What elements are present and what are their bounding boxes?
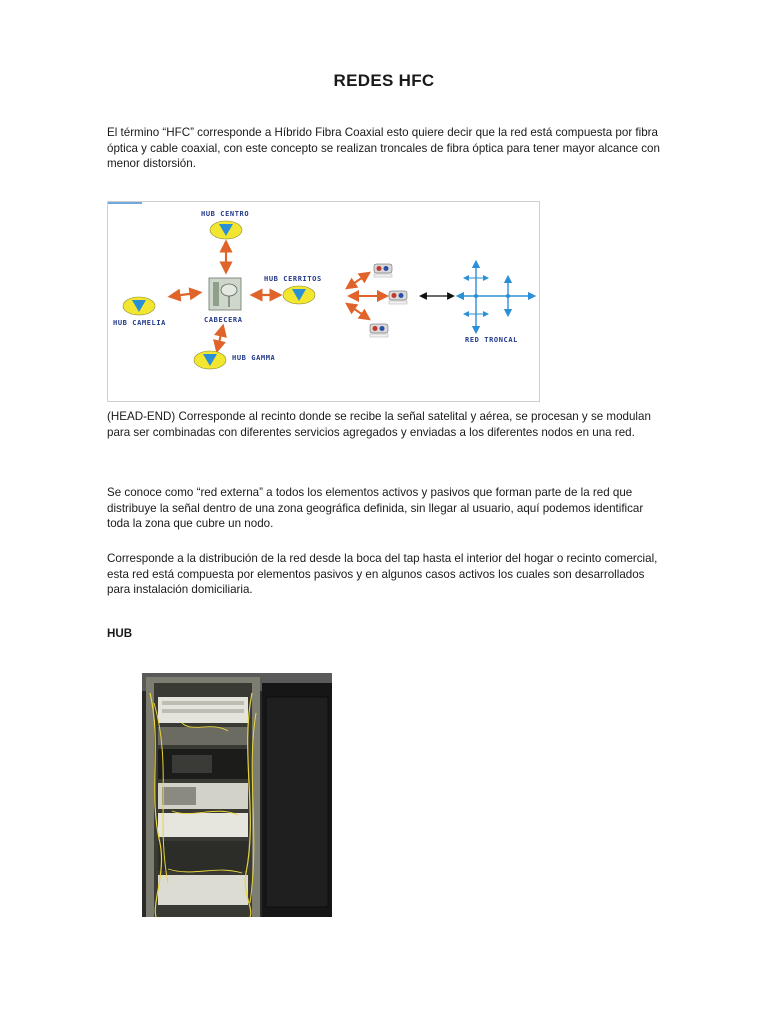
hub-gamma-icon — [194, 351, 226, 369]
diagram-svg — [108, 202, 539, 401]
hub-rack-photo — [142, 673, 332, 917]
label-hub-cerritos: HUB CERRITOS — [264, 275, 322, 283]
page-title: REDES HFC — [333, 71, 435, 90]
hub-centro-icon — [210, 221, 242, 239]
optical-node-icon — [389, 291, 407, 304]
external-network-paragraph: Se conoce como “red externa” a todos los elementos activos y pasivos que forman parte de la red que distribuye la señal dentro de una zona geográfica definida, sin llegar al usuario, aquí podemos identificar toda la zona que cubre un nodo. — [107, 486, 644, 530]
label-hub-camelia: HUB CAMELIA — [113, 319, 166, 327]
arrow-to-node-1 — [350, 275, 366, 286]
edge-accent — [108, 202, 142, 204]
arrow-camelia-cabecera — [174, 293, 196, 296]
headend-paragraph: (HEAD-END) Corresponde al recinto donde se recibe la señal satelital y aérea, se procesan y se modulan para ser combinadas con diferentes servicios agregados y enviadas a los diferentes nodos en una red. — [107, 410, 651, 439]
satellite-dish-icon — [209, 278, 241, 310]
optical-node-icon — [370, 324, 388, 337]
label-cabecera: CABECERA — [204, 316, 243, 324]
hfc-network-diagram — [107, 201, 540, 402]
optical-node-icon — [374, 264, 392, 277]
hub-camelia-icon — [123, 297, 155, 315]
home-network-paragraph: Corresponde a la distribución de la red desde la boca del tap hasta el interior del hogar o recinto comercial, esta red está compuesta por elementos pasivos y en algunos casos activos los cuales son desarrollados para instalación domiciliaria. — [107, 552, 658, 596]
arrow-to-node-3 — [350, 306, 366, 317]
label-hub-gamma: HUB GAMMA — [232, 354, 276, 362]
hub-rack-image — [142, 673, 332, 917]
label-hub-centro: HUB CENTRO — [201, 210, 250, 218]
trunk-network — [460, 264, 532, 330]
arrow-cabecera-gamma — [218, 330, 222, 347]
hub-heading: HUB — [107, 627, 133, 640]
intro-paragraph: El término “HFC” corresponde a Híbrido Fibra Coaxial esto quiere decir que la red está compuesta por fibra óptica y cable coaxial, con este concepto se realizan troncales de fibra óptica para tener mayor alcance con menor distorsión. — [107, 126, 660, 170]
hub-cerritos-icon — [283, 286, 315, 304]
label-red-troncal: RED TRONCAL — [465, 336, 518, 344]
